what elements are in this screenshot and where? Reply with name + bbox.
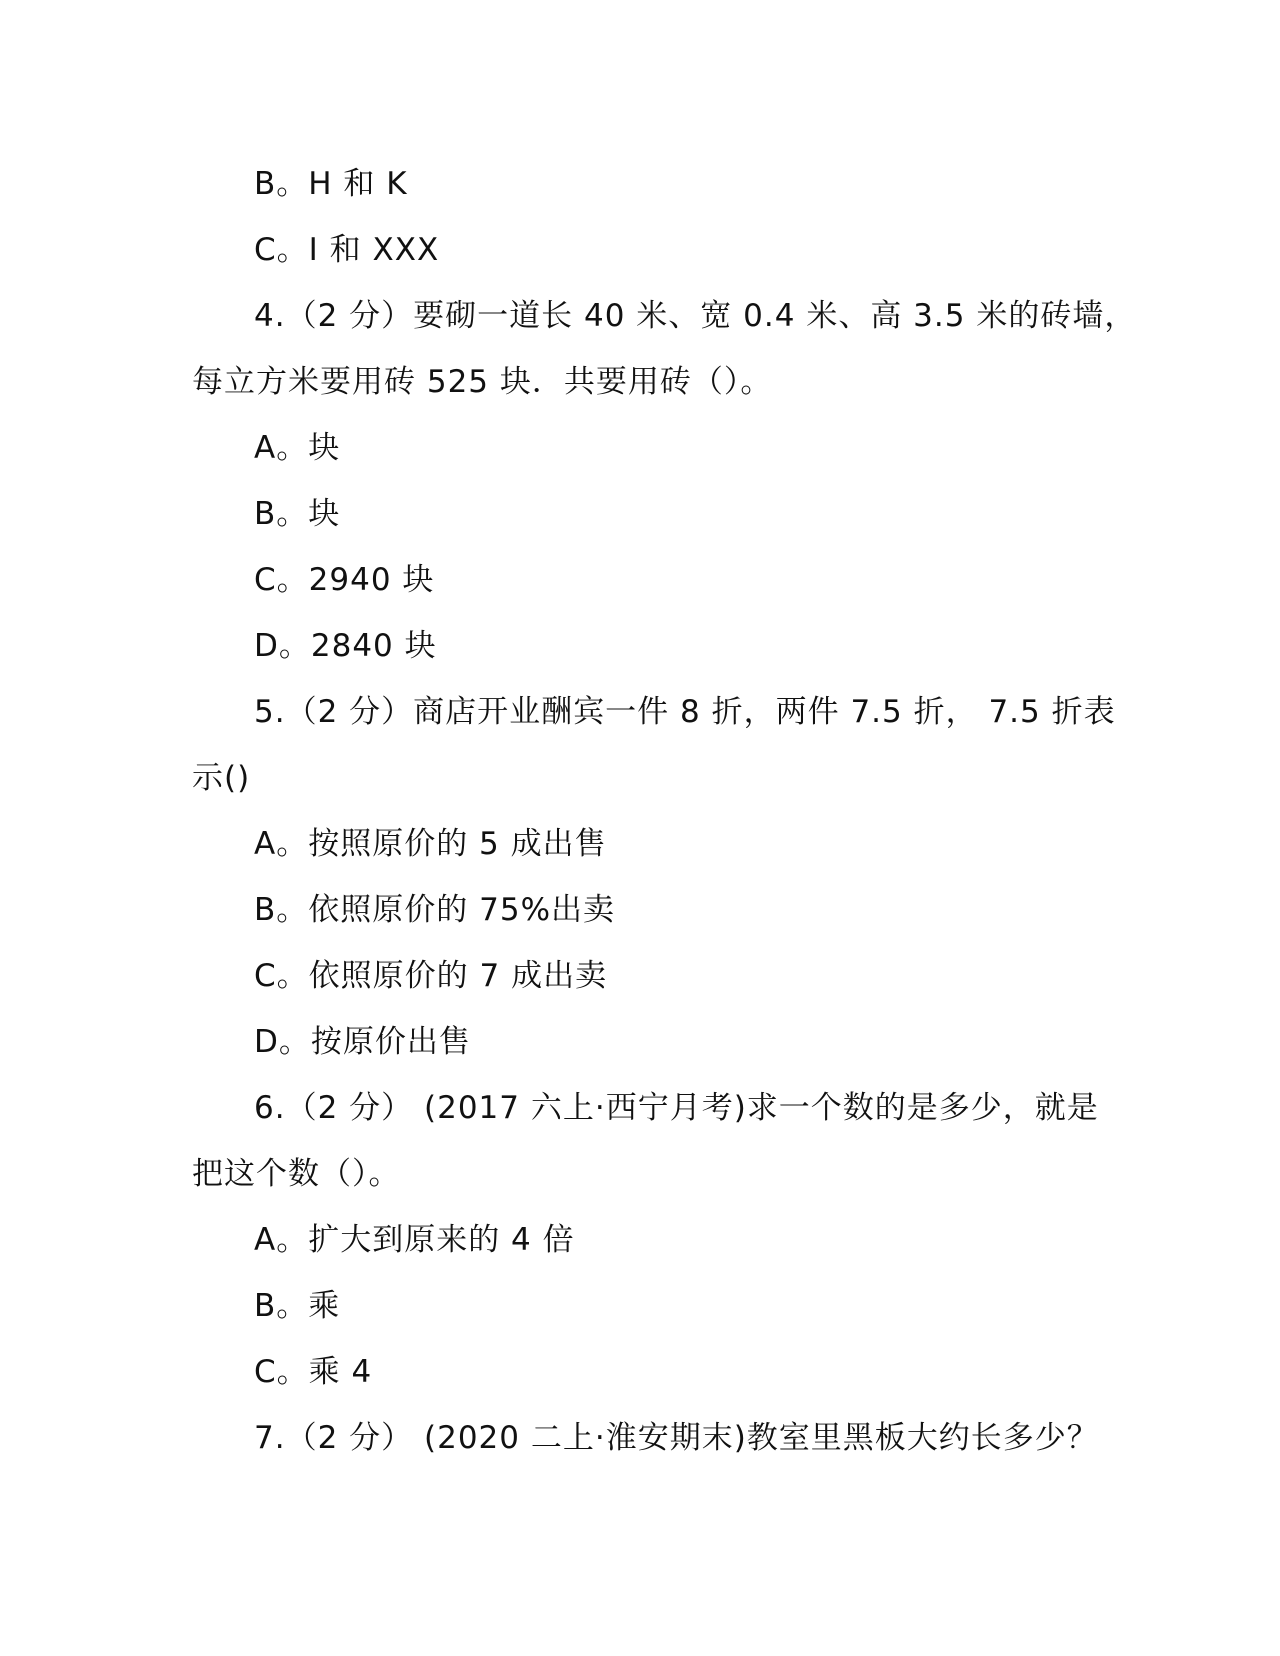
- option-b-q3: B。H 和 K: [254, 166, 408, 202]
- question-4-line-2: 每立方米要用砖 525 块．共要用砖（）。: [192, 364, 773, 400]
- question-5-line-1: 5.（2 分）商店开业酬宾一件 8 折，两件 7.5 折， 7.5 折表: [254, 694, 1116, 730]
- option-b-q4: B。块: [254, 496, 341, 532]
- option-c-q5: C。依照原价的 7 成出卖: [254, 958, 608, 994]
- question-6-line-1: 6.（2 分） (2017 六上·西宁月考)求一个数的是多少，就是: [254, 1090, 1099, 1126]
- option-b-q5: B。依照原价的 75%出卖: [254, 892, 616, 928]
- option-c-q6: C。乘 4: [254, 1354, 373, 1390]
- question-6-line-2: 把这个数（）。: [192, 1156, 401, 1192]
- option-a-q4: A。块: [254, 430, 341, 466]
- option-c-q3: C。I 和 XXX: [254, 232, 440, 268]
- option-d-q4: D。2840 块: [254, 628, 437, 664]
- option-a-q5: A。按照原价的 5 成出售: [254, 826, 607, 862]
- option-d-q5: D。按原价出售: [254, 1024, 471, 1060]
- option-c-q4: C。2940 块: [254, 562, 435, 598]
- question-4-line-1: 4.（2 分）要砌一道长 40 米、宽 0.4 米、高 3.5 米的砖墙，: [254, 298, 1137, 334]
- option-a-q6: A。扩大到原来的 4 倍: [254, 1222, 575, 1258]
- question-7-line-1: 7.（2 分） (2020 二上·淮安期末)教室里黑板大约长多少？: [254, 1420, 1099, 1456]
- question-5-line-2: 示(): [192, 760, 251, 796]
- option-b-q6: B。乘: [254, 1288, 341, 1324]
